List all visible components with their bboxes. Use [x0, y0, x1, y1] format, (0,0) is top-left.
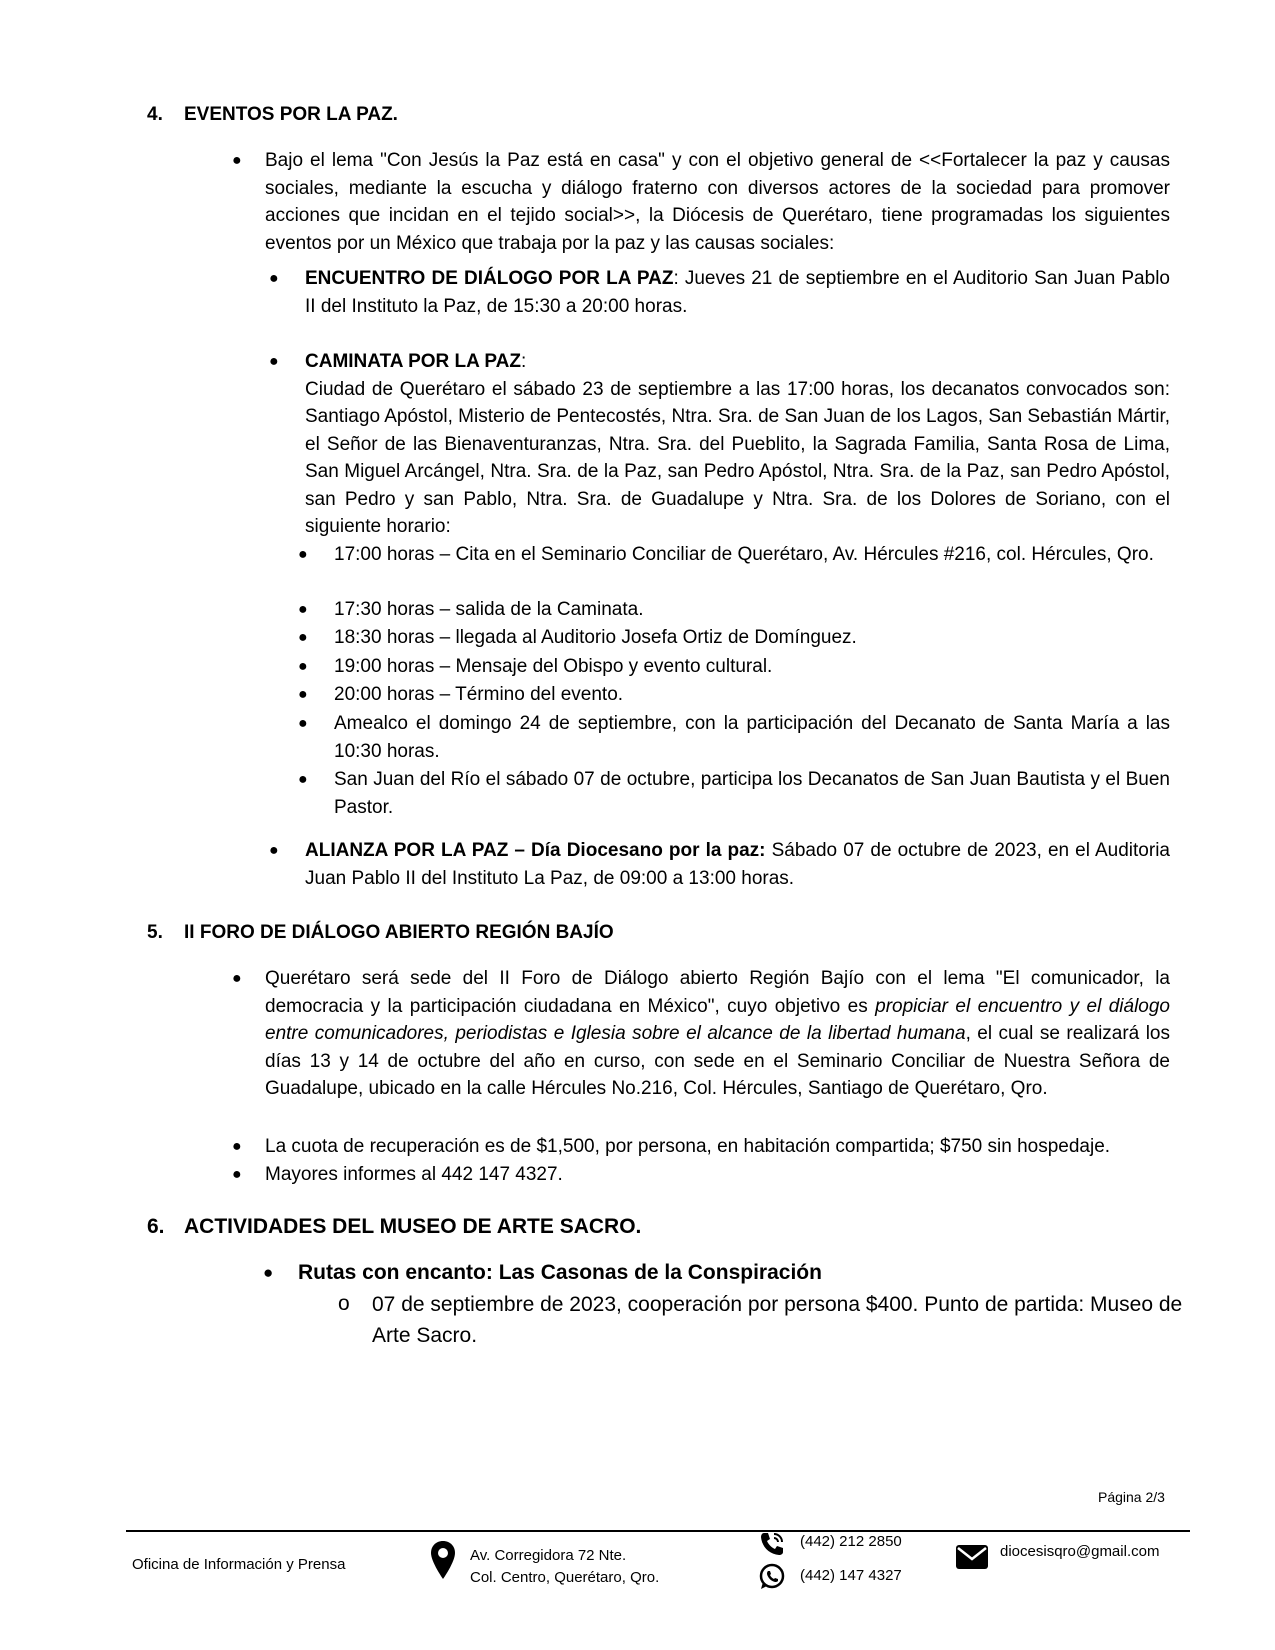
horario-item: San Juan del Río el sábado 07 de octubre, participa los Decanatos de San Juan Bautista y el Buen Pastor.	[334, 769, 1170, 818]
bullet: ●	[263, 1263, 274, 1282]
horario-item: 17:00 horas – Cita en el Seminario Conciliar de Querétaro, Av. Hércules #216, col. Hércules, Qro.	[334, 544, 1154, 565]
bullet: ●	[298, 715, 308, 732]
bullet: ●	[269, 270, 279, 287]
museo-route-detail: 07 de septiembre de 2023, cooperación por persona $400. Punto de partida: Museo de Arte Sacro.	[372, 1293, 1183, 1347]
encuentro-title: ENCUENTRO DE DIÁLOGO POR LA PAZ	[305, 268, 674, 289]
footer-address	[470, 1545, 659, 1589]
alianza-item	[305, 837, 1170, 892]
encuentro-text: : Jueves 21 de septiembre en el Auditorio San Juan Pablo II del Instituto la Paz, de 15:30 a 20:00 horas.	[305, 268, 1170, 317]
caminata-item	[305, 348, 1170, 541]
foro-text-b: , el cual se realizará los días 13 y 14 de octubre del año en curso, con sede en el Seminario Conciliar de Nuestra Señora de Guadalupe, ubicado en la calle Hércules No.216, Col. Hércules, Santiago de Querétaro, Qro.	[265, 1023, 1170, 1099]
caminata-title: CAMINATA POR LA PAZ	[305, 351, 522, 372]
horario-item: 19:00 horas – Mensaje del Obispo y evento cultural.	[334, 656, 773, 677]
footer-divider	[126, 1530, 1190, 1532]
phone-icon	[758, 1530, 786, 1563]
envelope-icon	[955, 1544, 989, 1575]
section-number: 5.	[147, 922, 163, 943]
whatsapp-icon	[758, 1563, 786, 1596]
bullet: ●	[298, 546, 308, 563]
bullet: ●	[232, 152, 242, 169]
bullet: ●	[232, 970, 242, 987]
footer-office: Oficina de Información y Prensa	[132, 1556, 346, 1573]
foro-text-a: Querétaro será sede del II Foro de Diálogo abierto Región Bajío con el lema "El comunicador, la democracia y la participación ciudadana en México", cuyo objetivo es	[265, 968, 1170, 1017]
horario-item: 18:30 horas – llegada al Auditorio Josefa Ortiz de Domínguez.	[334, 627, 857, 648]
encuentro-item	[305, 265, 1170, 320]
bullet: ●	[298, 771, 308, 788]
section-4-intro: Bajo el lema "Con Jesús la Paz está en casa" y con el objetivo general de <<Fortalecer la paz y causas sociales, mediante la escucha y diálogo fraterno con diversos actores de la sociedad para promover acciones que incidan en el tejido social>>, la Diócesis de Querétaro, tiene programadas los siguientes eventos por un México que trabaja por la paz y las causas sociales:	[265, 150, 1170, 254]
sub-bullet: o	[338, 1292, 350, 1315]
bullet: ●	[269, 842, 279, 859]
section-number: 6.	[147, 1215, 165, 1238]
museo-route-title: Rutas con encanto: Las Casonas de la Conspiración	[298, 1261, 822, 1284]
bullet: ●	[298, 601, 308, 618]
section-title: ACTIVIDADES DEL MUSEO DE ARTE SACRO.	[184, 1215, 642, 1238]
bullet: ●	[269, 353, 279, 370]
caminata-text: Ciudad de Querétaro el sábado 23 de septiembre a las 17:00 horas, los decanatos convocados son: Santiago Apóstol, Misterio de Pentecostés, Ntra. Sra. de San Juan de los Lagos, San Sebastián Mártir, el Señor de las Bienaventuranzas, Ntra. Sra. del Pueblito, la Sagrada Familia, Santa Rosa de Lima, San Miguel Arcángel, Ntra. Sra. de la Paz, san Pedro Apóstol, Ntra. Sra. de la Paz, san Pedro Apóstol, san Pedro y san Pablo, Ntra. Sra. de Guadalupe y Ntra. Sra. de los Dolores de Soriano, con el siguiente horario:	[305, 378, 1171, 537]
foro-contact: Mayores informes al 442 147 4327.	[265, 1164, 563, 1185]
foro-cost: La cuota de recuperación es de $1,500, por persona, en habitación compartida; $750 sin hospedaje.	[265, 1136, 1111, 1157]
bullet: ●	[298, 629, 308, 646]
bullet: ●	[232, 1166, 242, 1183]
footer-phone-1: (442) 212 2850	[800, 1533, 902, 1550]
bullet: ●	[298, 658, 308, 675]
horario-item: Amealco el domingo 24 de septiembre, con la participación del Decanato de Santa María a las 10:30 horas.	[334, 713, 1170, 762]
alianza-title: ALIANZA POR LA PAZ – Día Diocesano por la paz:	[305, 840, 766, 861]
alianza-text: Sábado 07 de octubre de 2023, en el Auditoria Juan Pablo II del Instituto La Paz, de 09:00 a 13:00 horas.	[305, 840, 1170, 889]
section-4-heading	[147, 104, 398, 126]
footer-email: diocesisqro@gmail.com	[1000, 1543, 1160, 1560]
section-title: II FORO DE DIÁLOGO ABIERTO REGIÓN BAJÍO	[184, 922, 614, 943]
address-line: Col. Centro, Querétaro, Qro.	[470, 1569, 660, 1586]
address-line: Av. Corregidora 72 Nte.	[470, 1547, 627, 1564]
page-number: Página 2/3	[1098, 1489, 1165, 1505]
horario-item: 20:00 horas – Término del evento.	[334, 684, 624, 705]
horario-item: 17:30 horas – salida de la Caminata.	[334, 599, 644, 620]
caminata-colon: :	[521, 351, 527, 372]
bullet: ●	[298, 686, 308, 703]
location-pin-icon	[430, 1540, 456, 1585]
foro-description	[265, 965, 1170, 1103]
bullet: ●	[232, 1138, 242, 1155]
section-6-heading	[147, 1215, 641, 1239]
section-title: EVENTOS POR LA PAZ.	[184, 104, 398, 125]
foro-objective: propiciar el encuentro y el diálogo entre comunicadores, periodistas e Iglesia sobre el alcance de la libertad humana	[265, 995, 1170, 1044]
section-5-heading	[147, 922, 614, 944]
section-number: 4.	[147, 104, 163, 125]
footer-phone-2: (442) 147 4327	[800, 1567, 902, 1584]
